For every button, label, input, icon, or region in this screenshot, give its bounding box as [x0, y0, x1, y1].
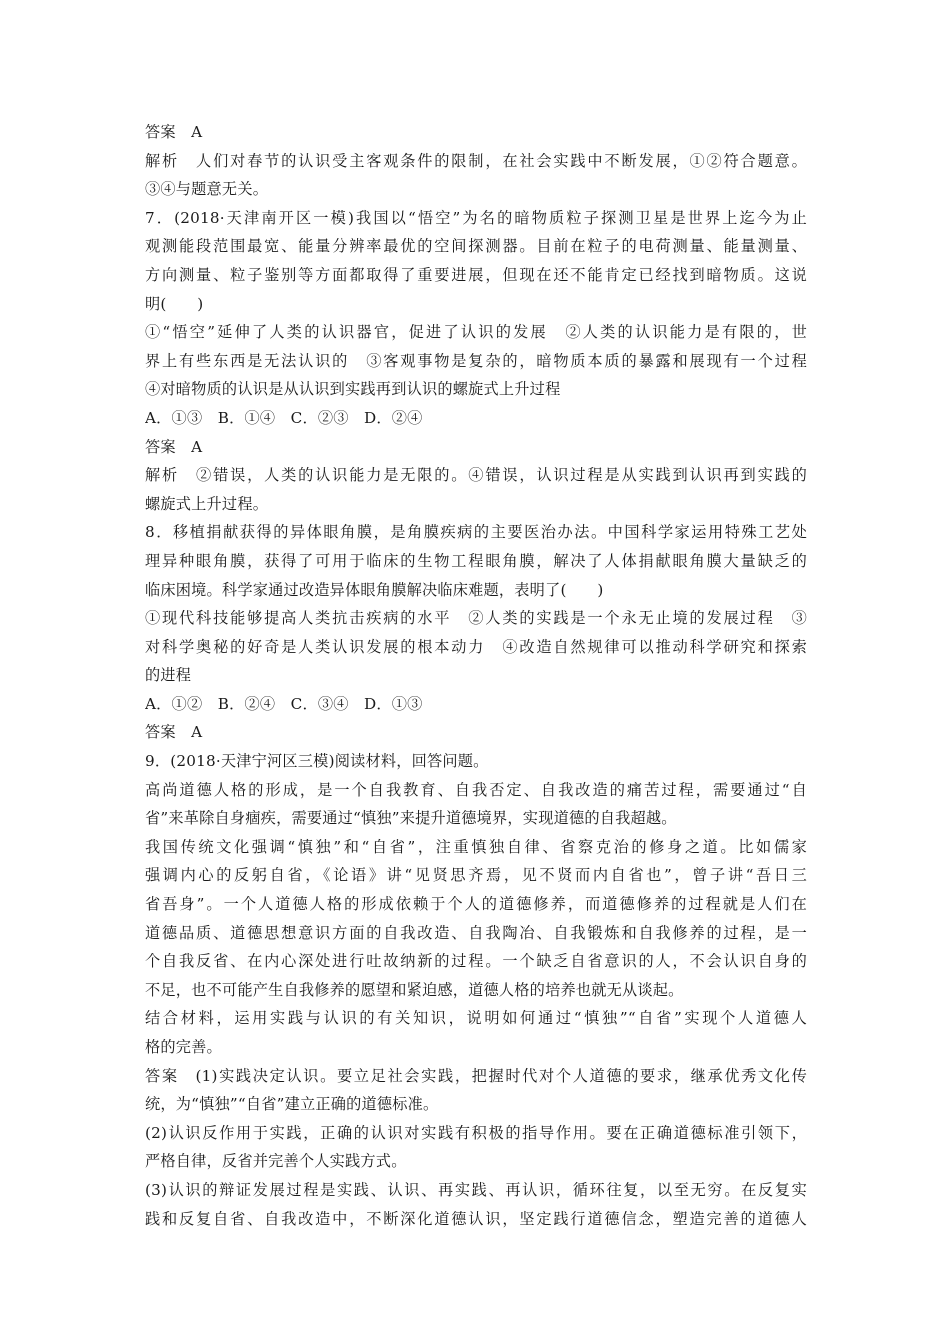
text-line: 答案 A [145, 437, 203, 456]
text-line: 我国传统文化强调“慎独”和“自省”，注重慎独自律、省察克治的修身之道。比如儒家 [145, 837, 807, 856]
text-line: 界上有些东西是无法认识的 ③客观事物是复杂的，暗物质本质的暴露和展现有一个过程 [145, 351, 807, 370]
text-line: 解析 ②错误，人类的认识能力是无限的。④错误，认识过程是从实践到认识再到实践的 [145, 466, 807, 485]
text-line: ④对暗物质的认识是从认识到实践再到认识的螺旋式上升过程 [145, 380, 561, 399]
text-line: 8．移植捐献获得的异体眼角膜，是角膜疾病的主要医治办法。中国科学家运用特殊工艺处 [145, 523, 807, 542]
text-line: (3)认识的辩证发展过程是实践、认识、再实践、再认识，循环往复，以至无穷。在反复实 [145, 1180, 807, 1199]
text-line: 7．(2018·天津南开区一模)我国以“悟空”为名的暗物质粒子探测卫星是世界上迄今为止 [145, 208, 807, 227]
text-line: 践和反复自省、自我改造中，不断深化道德认识，坚定践行道德信念，塑造完善的道德人 [145, 1209, 807, 1228]
text-line: 不足，也不可能产生自我修养的愿望和紧迫感，道德人格的培养也就无从谈起。 [145, 980, 684, 999]
document-page [145, 118, 807, 1233]
text-line: 统，为“慎独”“自省”建立正确的道德标准。 [145, 1095, 439, 1114]
text-line: 严格自律，反省并完善个人实践方式。 [145, 1152, 407, 1171]
text-line: A．①② B．②④ C．③④ D．①③ [145, 694, 423, 713]
text-line: 道德品质、道德思想意识方面的自我改造、自我陶冶、自我锻炼和自我修养的过程，是一 [145, 923, 807, 942]
text-line: ③④与题意无关。 [145, 180, 269, 199]
text-line: 9．(2018·天津宁河区三模)阅读材料，回答问题。 [145, 752, 489, 771]
text-line: 解析 人们对春节的认识受主客观条件的限制，在社会实践中不断发展，①②符合题意。 [145, 151, 807, 170]
text-line: ①“悟空”延伸了人类的认识器官，促进了认识的发展 ②人类的认识能力是有限的，世 [145, 323, 807, 342]
text-line: 强调内心的反躬自省，《论语》讲“见贤思齐焉，见不贤而内自省也”，曾子讲“吾日三 [145, 866, 807, 885]
text-line: 省”来革除自身痼疾，需要通过“慎独”来提升道德境界，实现道德的自我超越。 [145, 809, 677, 828]
text-line: (2)认识反作用于实践，正确的认识对实践有积极的指导作用。要在正确道德标准引领下， [145, 1123, 807, 1142]
text-line: 的进程 [145, 666, 192, 685]
text-line: 个自我反省、在内心深处进行吐故纳新的过程。一个缺乏自省意识的人，不会认识自身的 [145, 952, 807, 971]
text-line: A．①③ B．①④ C．②③ D．②④ [145, 408, 423, 427]
text-line: 临床困境。科学家通过改造异体眼角膜解决临床难题，表明了( ) [145, 580, 604, 599]
text-line: 螺旋式上升过程。 [145, 494, 269, 513]
text-line: ①现代科技能够提高人类抗击疾病的水平 ②人类的实践是一个永无止境的发展过程 ③ [145, 609, 807, 628]
text-line: 格的完善。 [145, 1038, 222, 1056]
text-line: 答案 (1)实践决定认识。要立足社会实践，把握时代对个人道德的要求，继承优秀文化传 [145, 1066, 807, 1085]
text-line: 理异种眼角膜，获得了可用于临床的生物工程眼角膜，解决了人体捐献眼角膜大量缺乏的 [145, 551, 807, 570]
text-line: 答案 A [145, 723, 203, 742]
text-line: 明( ) [145, 294, 204, 313]
text-line: 结合材料，运用实践与认识的有关知识，说明如何通过“慎独”“自省”实现个人道德人 [145, 1009, 807, 1028]
text-line: 答案 A [145, 123, 203, 141]
text-line: 高尚道德人格的形成，是一个自我教育、自我否定、自我改造的痛苦过程，需要通过“自 [145, 780, 807, 799]
text-line: 对科学奥秘的好奇是人类认识发展的根本动力 ④改造自然规律可以推动科学研究和探索 [145, 637, 807, 656]
text-line: 方向测量、粒子鉴别等方面都取得了重要进展，但现在还不能肯定已经找到暗物质。这说 [145, 265, 807, 284]
text-line: 省吾身”。一个人道德人格的形成依赖于个人的道德修养，而道德修养的过程就是人们在 [145, 895, 807, 914]
text-line: 观测能段范围最宽、能量分辨率最优的空间探测器。目前在粒子的电荷测量、能量测量、 [145, 237, 807, 256]
